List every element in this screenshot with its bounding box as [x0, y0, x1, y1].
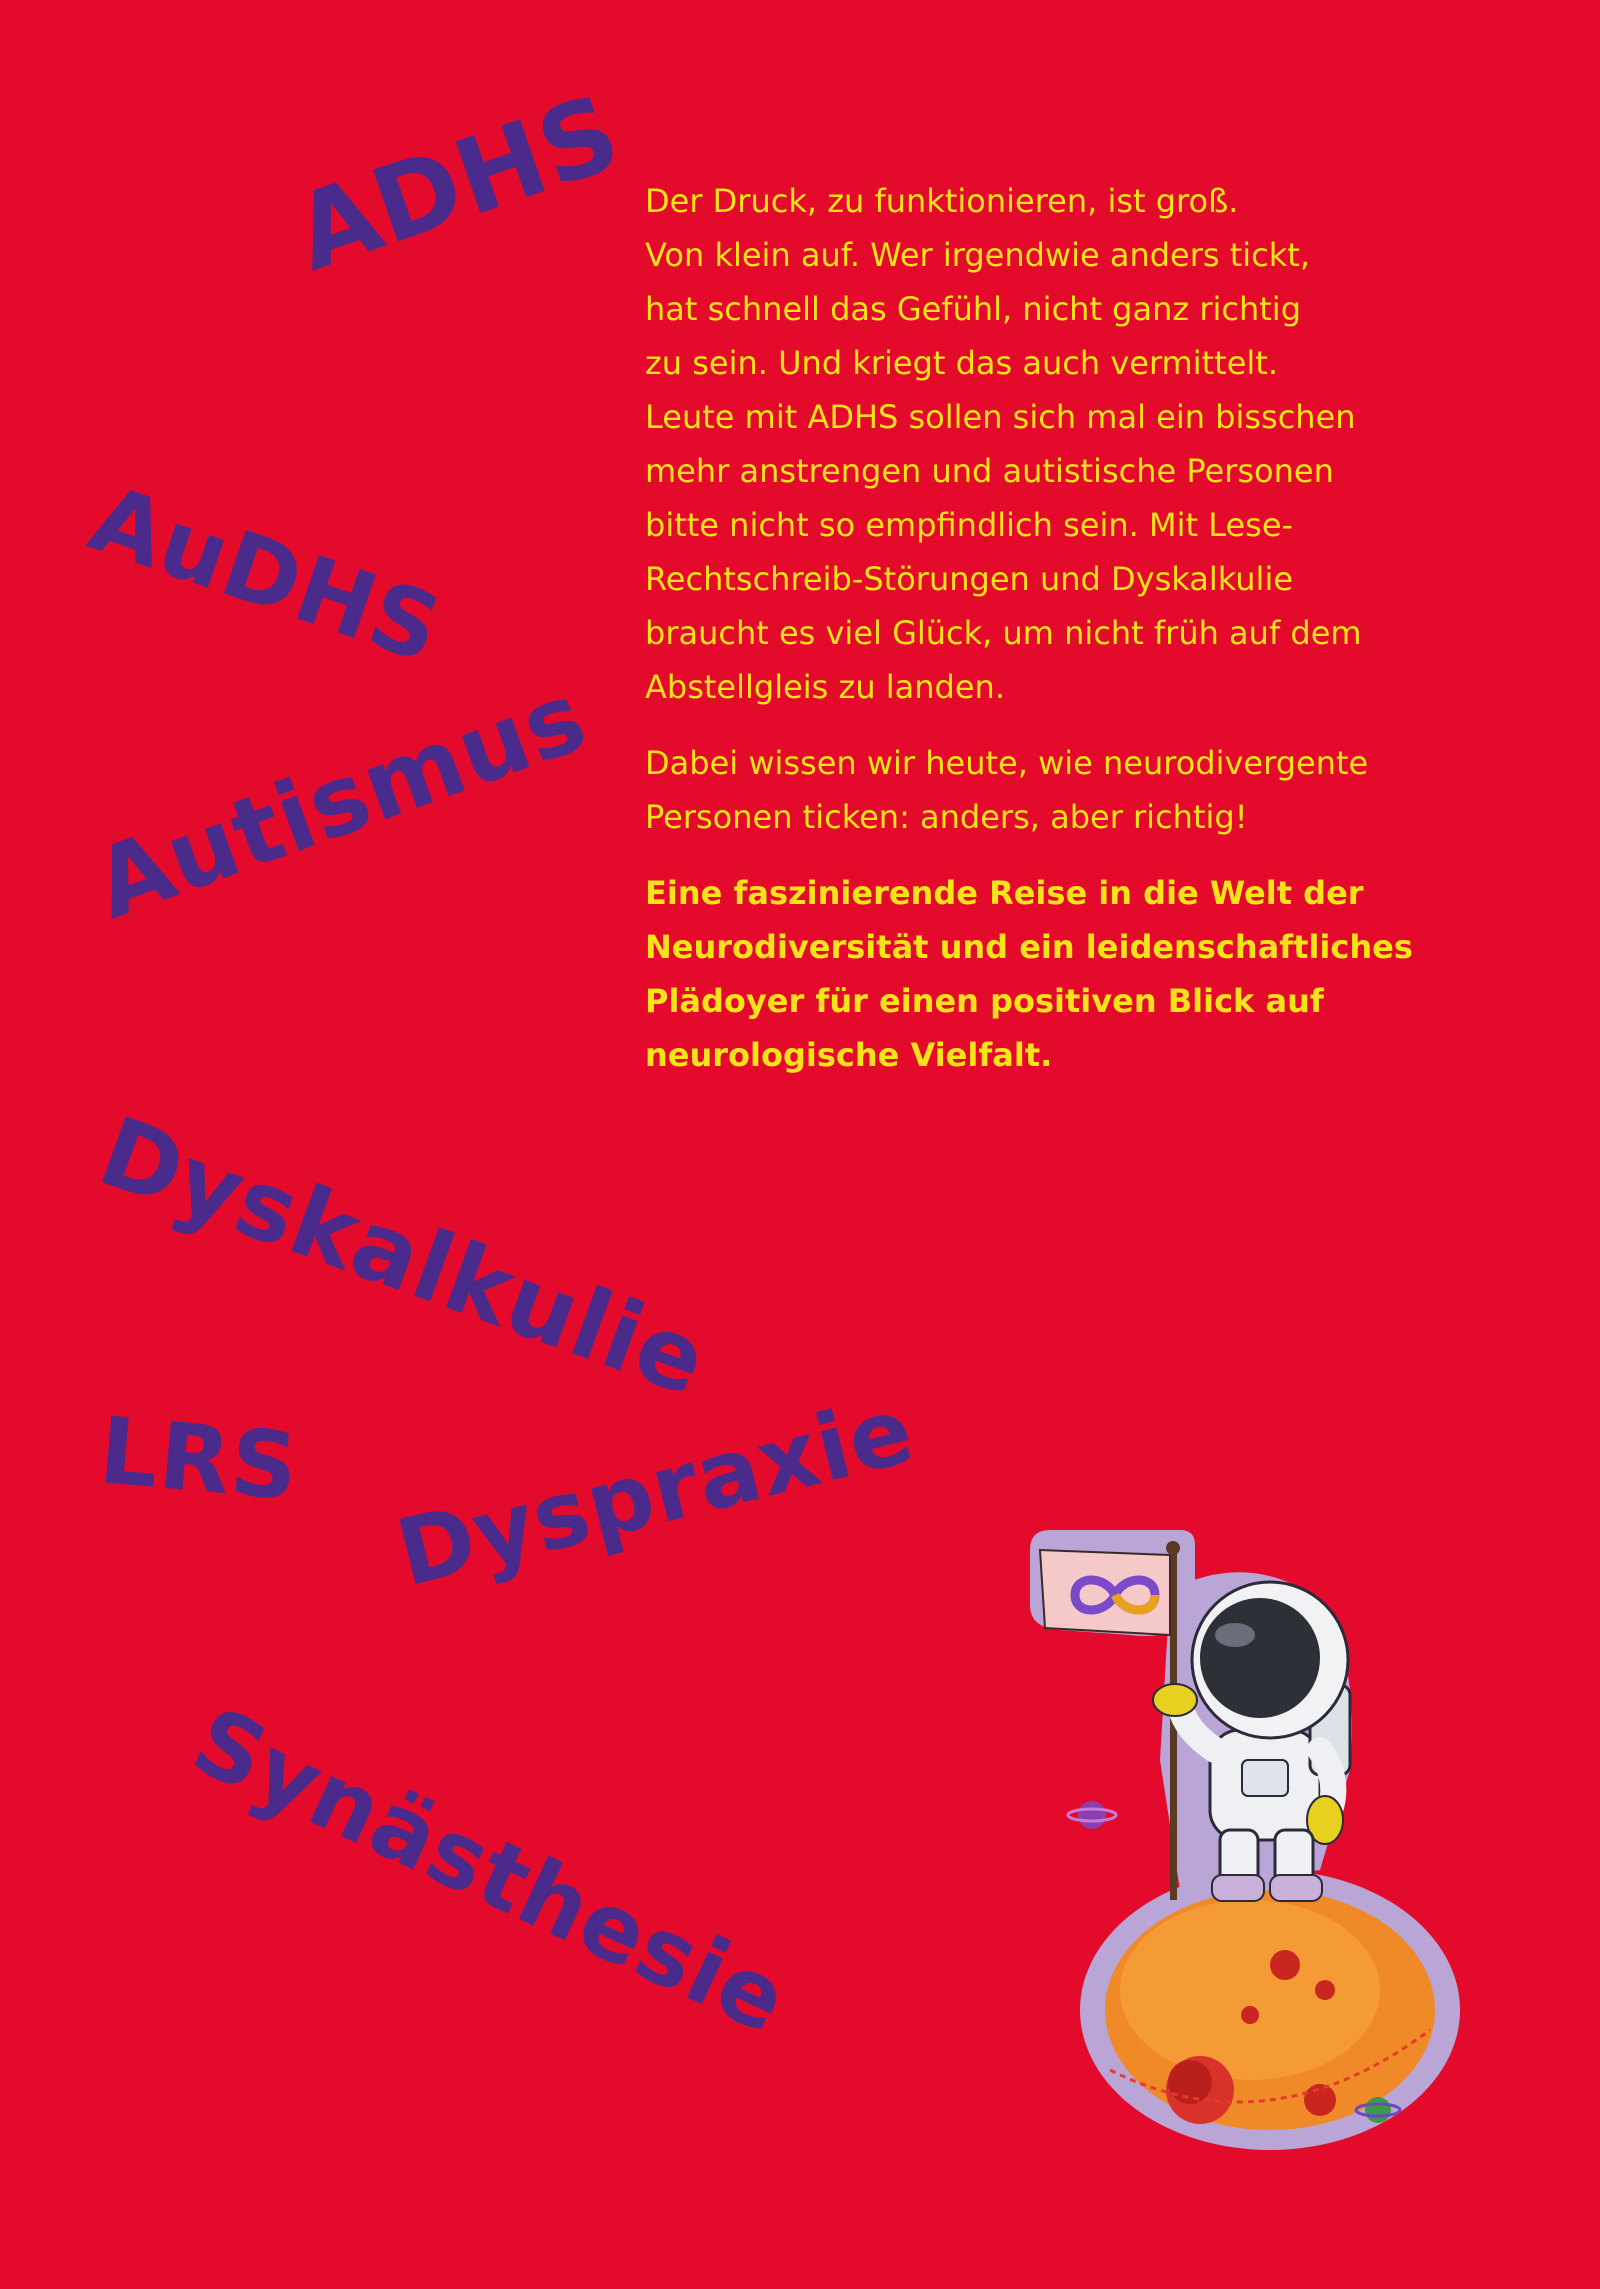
- keyword-dyskalkulie: Dyskalkulie: [85, 1095, 721, 1418]
- keyword-audhs: AuDHS: [77, 464, 455, 684]
- keyword-lrs: LRS: [95, 1397, 303, 1522]
- keyword-autismus: Autismus: [80, 660, 601, 941]
- keyword-synaesthesie: Synästhesie: [177, 1687, 803, 2055]
- blurb-paragraph-1: Der Druck, zu funktionieren, ist groß. Von klein auf. Wer irgendwie anders tickt, hat schnell das Gefühl, nicht ganz richtig zu sein. Und kriegt das auch vermittelt. Leute mit ADHS sollen sich mal ein bisschen mehr anstrengen und autistische Personen bitte nicht so empfindlich sein. Mit Lese- Rechtschreib-Störungen und Dyskalkulie braucht es viel Glück, um nicht früh auf dem Abstellgleis zu landen.: [645, 182, 1362, 706]
- keyword-adhs: ADHS: [280, 70, 635, 295]
- blurb-text: [645, 174, 1555, 1104]
- blurb-paragraph-2: Dabei wissen wir heute, wie neurodivergente Personen ticken: anders, aber richtig!: [645, 744, 1369, 836]
- astronaut-on-planet-with-infinity-flag-icon: [1020, 1510, 1460, 2150]
- blurb-paragraph-3: Eine faszinierende Reise in die Welt der Neurodiversität und ein leidenschaftliches Plädoyer für einen positiven Blick auf neurologische Vielfalt.: [645, 874, 1413, 1074]
- keyword-dyspraxie: Dyspraxie: [386, 1376, 924, 1608]
